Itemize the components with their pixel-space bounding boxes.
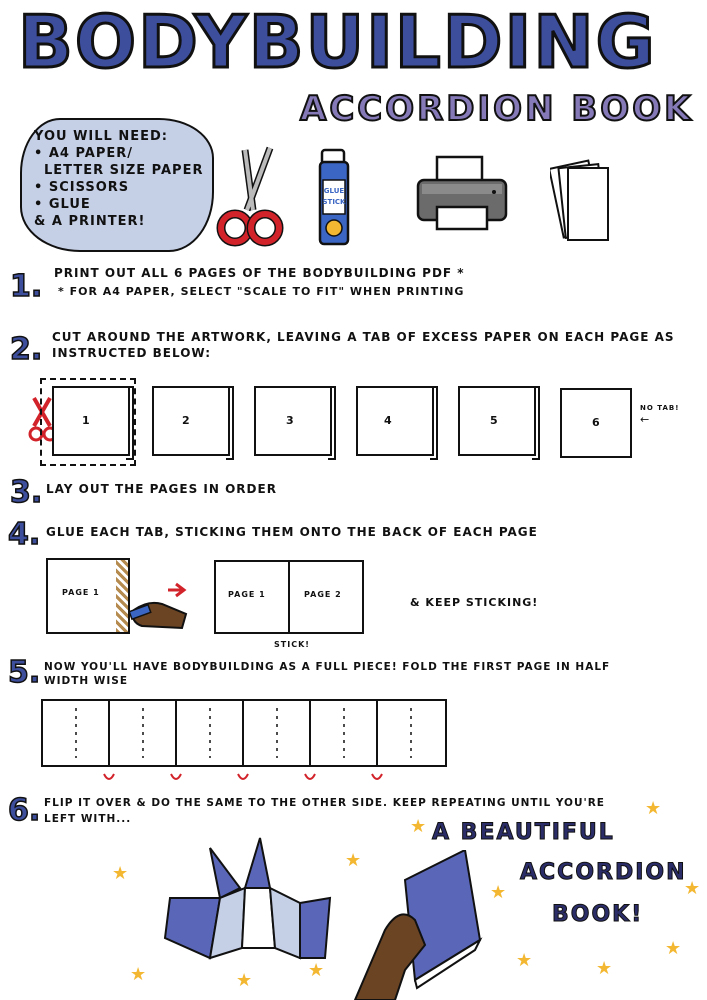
page-label: PAGE 1 [228,590,266,599]
page-number: 1 [82,414,90,427]
page-box-6 [560,388,632,458]
page-label: PAGE 1 [62,588,100,597]
star-icon: ★ [308,960,325,981]
page-number: 4 [384,414,392,427]
step-1-note: * FOR A4 PAPER, SELECT "SCALE TO FIT" WHEN PRINTING [58,285,465,298]
page-label: PAGE 2 [304,590,342,599]
supply-item: • GLUE [34,197,91,212]
accordion-strip [40,698,454,788]
star-icon: ★ [112,863,129,884]
paper-stack-icon [550,158,615,248]
printer-icon [412,152,512,237]
supply-item: & A PRINTER! [34,214,146,229]
final-line-2: ACCORDION [520,860,687,885]
supplies-heading: YOU WILL NEED: [34,129,168,144]
page-box-2 [152,386,230,456]
arrow-left-icon: ← [640,413,650,426]
step-5-text: NOW YOU'LL HAVE BODYBUILDING AS A FULL PIECE! FOLD THE FIRST PAGE IN HALF [44,661,611,673]
glue-stick-icon [310,148,360,248]
supply-item: LETTER SIZE PAPER [44,163,204,178]
page-title: BODYBUILDING [18,0,657,84]
glue-demo-page [46,558,120,634]
step-4-number: 4. [8,517,41,552]
page-number: 6 [592,416,600,429]
supply-item: • A4 PAPER/ [34,146,134,161]
page-box-1 [52,386,130,456]
supplies-list [34,128,203,230]
star-icon: ★ [645,798,662,819]
page-number: 2 [182,414,190,427]
star-icon: ★ [516,950,533,971]
page-tab [226,386,234,460]
final-line-1: A BEAUTIFUL [432,820,615,845]
step-6-text: FLIP IT OVER & DO THE SAME TO THE OTHER SIDE. KEEP REPEATING UNTIL YOU'RE [44,797,605,809]
keep-sticking-text: & KEEP STICKING! [410,596,539,609]
page-box-4 [356,386,434,456]
svg-text:STICK: STICK [322,198,346,206]
page-box-3 [254,386,332,456]
final-line-3: BOOK! [552,902,644,927]
step-6-text-cont: LEFT WITH... [44,813,132,825]
glued-pages [214,560,364,634]
page-tab [532,386,540,460]
page-number: 5 [490,414,498,427]
step-5-text-cont: WIDTH WISE [44,675,129,687]
hand-holding-book-illustration [345,850,485,1000]
stick-label: STICK! [274,640,310,649]
star-icon: ★ [345,850,362,871]
star-icon: ★ [236,970,253,991]
page-box-5 [458,386,536,456]
step-5-number: 5. [8,655,41,690]
step-1-text: PRINT OUT ALL 6 PAGES OF THE BODYBUILDING PDF * [54,266,465,280]
star-icon: ★ [684,878,701,899]
step-2-text: CUT AROUND THE ARTWORK, LEAVING A TAB OF EXCESS PAPER ON EACH PAGE AS [52,330,675,344]
step-3-number: 3. [10,475,43,510]
step-3-text: LAY OUT THE PAGES IN ORDER [46,482,277,496]
page-tab [126,386,134,460]
hand-glue-icon [128,580,190,630]
scissors-icon [215,140,285,250]
accordion-book-illustration [150,828,340,981]
star-icon: ★ [665,938,682,959]
step-6-number: 6. [8,793,41,828]
step-2-number: 2. [10,332,43,367]
page-number: 3 [286,414,294,427]
step-4-text: GLUE EACH TAB, STICKING THEM ONTO THE BACK OF EACH PAGE [46,525,538,539]
step-1-number: 1. [10,269,43,304]
page-tab [430,386,438,460]
page-tab [328,386,336,460]
star-icon: ★ [130,964,147,985]
step-2-text-cont: INSTRUCTED BELOW: [52,346,212,360]
page-subtitle: ACCORDION BOOK [300,89,694,129]
supply-item: • SCISSORS [34,180,130,195]
svg-text:GLUE: GLUE [323,187,345,195]
star-icon: ★ [596,958,613,979]
star-icon: ★ [490,882,507,903]
no-tab-note: NO TAB! [640,404,680,412]
star-icon: ★ [410,816,427,837]
page-divider [288,562,290,632]
